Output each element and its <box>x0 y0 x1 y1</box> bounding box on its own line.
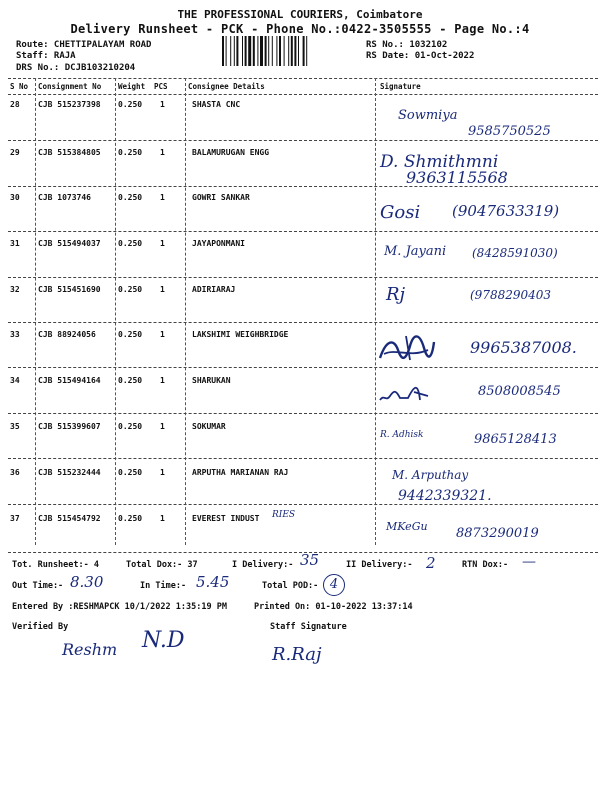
weight: 0.250 <box>118 100 143 109</box>
sno: 31 <box>10 239 20 248</box>
total-dox: Total Dox:- 37 <box>126 560 198 570</box>
row-rule <box>8 322 598 323</box>
col-header-sno: S No <box>10 82 29 91</box>
row-rule <box>8 186 598 187</box>
rtn-dox-value: — <box>522 554 536 570</box>
staff-label: Staff: RAJA <box>16 51 76 61</box>
consignment-no: CJB 515454792 <box>38 514 101 523</box>
in-time-label: In Time:- <box>140 581 187 591</box>
consignment-no: CJB 515494037 <box>38 239 101 248</box>
signature-name: Rj <box>386 284 406 305</box>
consignee: EVEREST INDUST <box>192 514 260 523</box>
col-divider <box>115 78 116 545</box>
consignee: SOKUMAR <box>192 422 226 431</box>
ii-delivery-value: 2 <box>426 554 436 572</box>
printed-on: Printed On: 01-10-2022 13:37:14 <box>254 602 413 612</box>
weight: 0.250 <box>118 285 143 294</box>
consignment-no: CJB 515399607 <box>38 422 101 431</box>
weight: 0.250 <box>118 376 143 385</box>
sno: 32 <box>10 285 20 294</box>
weight: 0.250 <box>118 514 143 523</box>
weight: 0.250 <box>118 239 143 248</box>
signature-phone: 9585750525 <box>468 124 551 139</box>
col-divider <box>185 78 186 545</box>
consignment-no: CJB 515232444 <box>38 468 101 477</box>
row-rule <box>8 140 598 141</box>
signature-phone: 8508008545 <box>478 384 561 399</box>
pcs: 1 <box>160 330 165 339</box>
sno: 34 <box>10 376 20 385</box>
table-top-rule <box>8 78 598 79</box>
pcs: 1 <box>160 285 165 294</box>
drs-number: DRS No.: DCJB103210204 <box>16 63 136 73</box>
pcs: 1 <box>160 148 165 157</box>
consignee: ADIRIARAJ <box>192 285 236 294</box>
in-time-value: 5.45 <box>196 573 230 591</box>
out-time-label: Out Time:- <box>12 581 64 591</box>
total-pod-value: 4 <box>323 574 345 596</box>
pcs: 1 <box>160 100 165 109</box>
signature-name: R. Adhisk <box>380 430 424 440</box>
consignee: JAYAPONMANI <box>192 239 245 248</box>
sno: 36 <box>10 468 20 477</box>
signature-name: M. Arputhay <box>392 468 469 482</box>
rs-number: RS No.: 1032102 <box>366 40 448 50</box>
sno: 29 <box>10 148 20 157</box>
row-rule <box>8 367 598 368</box>
signature-name: MKeGu <box>386 520 428 533</box>
sno: 33 <box>10 330 20 339</box>
row-rule <box>8 458 598 459</box>
weight: 0.250 <box>118 422 143 431</box>
out-time-value: 8.30 <box>70 573 104 591</box>
sno: 37 <box>10 514 20 523</box>
pcs: 1 <box>160 514 165 523</box>
pcs: 1 <box>160 422 165 431</box>
consignee: GOWRI SANKAR <box>192 193 250 202</box>
row-rule <box>8 231 598 232</box>
verifier-signature-2: N.D <box>142 628 185 653</box>
runsheet-title: Delivery Runsheet - PCK - Phone No.:0422-3505555 - Page No.:4 <box>70 22 530 36</box>
signature-phone: (9047633319) <box>452 202 560 220</box>
total-pod-label: Total POD:- <box>262 581 319 591</box>
consignment-no: CJB 515451690 <box>38 285 101 294</box>
signature-phone: 9865128413 <box>474 432 557 447</box>
consignee: SHASTA CNC <box>192 100 241 109</box>
pcs: 1 <box>160 193 165 202</box>
route-label: Route: CHETTIPALAYAM ROAD <box>16 40 152 50</box>
col-header-pcs: PCS <box>154 82 168 91</box>
consignment-no: CJB 1073746 <box>38 193 91 202</box>
pcs: 1 <box>160 239 165 248</box>
consignee-handwritten-note: RIES <box>272 510 296 520</box>
i-delivery-value: 35 <box>300 551 320 569</box>
signature-phone: (8428591030) <box>472 246 558 260</box>
consignment-no: CJB 515237398 <box>38 100 101 109</box>
row-rule <box>8 504 598 505</box>
col-divider <box>35 78 36 545</box>
pcs: 1 <box>160 376 165 385</box>
weight: 0.250 <box>118 330 143 339</box>
consignee: ARPUTHA MARIANAN RAJ <box>192 468 289 477</box>
col-header-signature: Signature <box>380 82 421 91</box>
col-header-consignee: Consignee Details <box>188 82 265 91</box>
col-header-weight: Weight <box>118 82 146 91</box>
i-delivery-label: I Delivery:- <box>232 560 294 570</box>
col-divider <box>375 78 376 545</box>
total-runsheet: Tot. Runsheet:- 4 <box>12 560 99 570</box>
consignment-no: CJB 515494164 <box>38 376 101 385</box>
signature-name: Sowmiya <box>398 108 458 123</box>
table-header-rule <box>8 94 598 95</box>
entered-by: Entered By :RESHMAPCK 10/1/2022 1:35:19 PM <box>12 602 227 612</box>
sno: 35 <box>10 422 20 431</box>
consignee: BALAMURUGAN ENGG <box>192 148 270 157</box>
verifier-signature-1: Reshm <box>62 640 118 659</box>
company-name: THE PROFESSIONAL COURIERS, Coimbatore <box>177 8 423 21</box>
staff-signature-label: Staff Signature <box>270 622 347 632</box>
signature-name: M. Jayani <box>384 244 447 259</box>
signature-phone: 9965387008. <box>470 338 577 357</box>
signature-phone: 9442339321. <box>398 488 492 504</box>
sno: 28 <box>10 100 20 109</box>
signature-phone: (9788290403 <box>470 288 552 302</box>
weight: 0.250 <box>118 193 143 202</box>
sno: 30 <box>10 193 20 202</box>
ii-delivery-label: II Delivery:- <box>346 560 413 570</box>
rtn-dox-label: RTN Dox:- <box>462 560 509 570</box>
consignee: LAKSHIMI WEIGHBRIDGE <box>192 330 289 339</box>
verified-by-label: Verified By <box>12 622 69 632</box>
signature-scribble <box>378 376 434 408</box>
row-rule <box>8 277 598 278</box>
signature-phone: 8873290019 <box>456 526 539 541</box>
consignment-no: CJB 515384805 <box>38 148 101 157</box>
staff-signature: R.Raj <box>272 644 322 665</box>
consignment-no: CJB 88924056 <box>38 330 96 339</box>
consignee: SHARUKAN <box>192 376 231 385</box>
row-rule <box>8 413 598 414</box>
signature-phone: 9363115568 <box>406 168 508 187</box>
signature-scribble <box>376 328 438 366</box>
rs-date: RS Date: 01-Oct-2022 <box>366 51 475 61</box>
pcs: 1 <box>160 468 165 477</box>
weight: 0.250 <box>118 148 143 157</box>
signature-name: D. Shmithmni <box>380 152 499 172</box>
weight: 0.250 <box>118 468 143 477</box>
signature-name: Gosi <box>380 202 421 223</box>
barcode-image <box>222 36 360 66</box>
col-header-consignment: Consignment No <box>38 82 102 91</box>
